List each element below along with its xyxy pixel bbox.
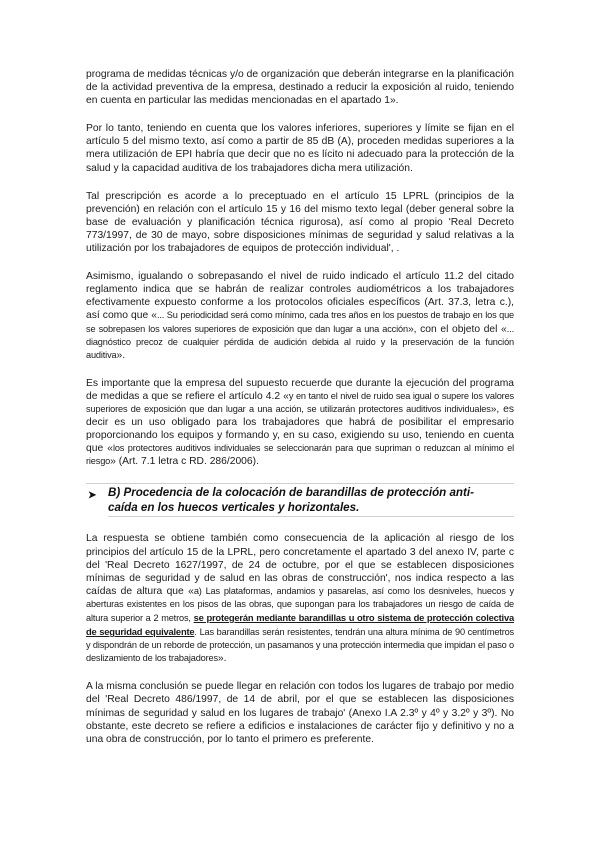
paragraph-4-text: Asimismo, igualando o sobrepasando el nivel de ruido indicado el artículo 11.2 del citado reglamento indica que se habrán de realizar controles audiométricos a los trabajadores efectivamente expuesto conforme a los protocolos oficiales específicos (Art. 37.3, letra c.), así como que «	[86, 271, 514, 322]
arrow-bullet-icon: ➤	[88, 490, 97, 502]
section-heading-line-2: caída en los huecos verticales y horizontales.	[108, 500, 514, 517]
paragraph-7-text: A la misma conclusión se puede llegar en relación con todos los lugares de trabajo por medio del 'Real Decreto 486/1997, de 14 de abril, por el que se establecen las disposiciones mínimas de seguridad y salud en los lugares de trabajo' (Anexo I.A 2.3º y 4º y 3.2º y 3º). No obstante, este decreto se refiere a edificios e instalaciones de carácter fijo y definitivo y no a una obra de construcción, por lo tanto el primero es preferente.	[86, 681, 514, 745]
section-heading-line-1: B) Procedencia de la colocación de barandillas de protección anti-	[108, 486, 474, 500]
paragraph-6-emphasis: se protegerán mediante barandillas u otro sistema de protección colectiva de seguridad equivalente	[86, 612, 514, 638]
paragraph-2	[86, 122, 514, 174]
paragraph-5-text: Es importante que la empresa del supuesto recuerde que durante la ejecución del programa de medidas a que se refiere el artículo 4.2 «	[86, 377, 514, 402]
paragraph-1	[86, 68, 514, 107]
paragraph-7	[86, 680, 514, 745]
paragraph-3	[86, 190, 514, 255]
document-page	[86, 68, 514, 761]
paragraph-4-quote-1: ... Su periodicidad será como mínimo, cada tres años en los puestos de trabajo en los que se sobrepasen los valores superiores de exposición que dan lugar a una acción	[86, 310, 514, 334]
paragraph-1-text: programa de medidas técnicas y/o de organización que deberán integrarse en la planificación de la actividad preventiva de la empresa, destinado a reducir la exposición al ruido, teniendo en cuenta en particular las medidas mencionadas en el apartado 1».	[86, 69, 514, 107]
paragraph-6-text-2: ».	[217, 653, 227, 665]
paragraph-4	[86, 270, 514, 362]
paragraph-5-quote-2: los protectores auditivos individuales se seleccionarán para que supriman o reduzcan al mínimo el riesgo	[86, 443, 514, 467]
paragraph-5-text-3: » (Art. 7.1 letra c RD. 286/2006).	[110, 456, 259, 468]
paragraph-6-quote-2: . Las barandillas serán resistentes, tendrán una altura mínima de 90 centímetros y dispondrán de un reborde de protección, un pasamanos y una protección intermedia que impidan el paso o deslizamiento de los trabajadores	[86, 627, 515, 664]
paragraph-6	[86, 532, 514, 665]
paragraph-5-text-2: », es decir es un uso obligado para los trabajadores que habrá de posibilitar el empresario proporcionando los equipos y formando y, en su caso, exigiendo su uso, teniendo en cuenta que «	[86, 403, 514, 455]
paragraph-4-quote-2: ... diagnóstico precoz de cualquier pérdida de audición debida al ruido y la preservación de la función auditiva	[86, 323, 515, 360]
paragraph-3-text: Tal prescripción es acorde a lo preceptuado en el artículo 15 LPRL (principios de la prevención) en relación con el artículo 15 y 16 del mismo texto legal (deber general sobre la base de evaluación y planificación técnica rigurosa), así como al propio 'Real Decreto 773/1997, de 30 de mayo, sobre disposiciones mínimas de seguridad y salud relativas a la utilización por los trabajadores de equipos de protección individual', .	[86, 190, 514, 255]
paragraph-2-text: Por lo tanto, teniendo en cuenta que los valores inferiores, superiores y límite se fijan en el artículo 5 del mismo texto, así como a partir de 85 dB (A), proceden medidas superiores a la mera utilización de EPI habría que decir que no es lícito ni adecuado para la protección de la salud y la capacidad auditiva de los trabajadores dicha mera utilización.	[86, 123, 514, 174]
paragraph-5	[86, 377, 514, 469]
paragraph-5-quote-1: y en tanto el nivel de ruido sea igual o supere los valores superiores de exposición que dan lugar a una acción, se utilizarán protectores auditivos individuales	[86, 390, 514, 414]
paragraph-4-text-2: », con el objeto del «	[407, 323, 507, 335]
paragraph-6-quote-1: a) Las plataformas, andamios y pasarelas, así como los desniveles, huecos y aberturas existentes en los pisos de las obras, que supongan para los trabajadores un riesgo de caída de altura superior a 2 metros,	[86, 585, 514, 623]
paragraph-4-text-3: ».	[116, 349, 126, 361]
section-heading	[86, 483, 514, 518]
paragraph-6-text: La respuesta se obtiene también como consecuencia de la aplicación al riesgo de los principios del artículo 15 de la LPRL, pero concretamente el apartado 3 del anexo IV, parte c del 'Real Decreto 1627/1997, de 24 de octubre, por el que se establecen disposiciones mínimas de seguridad y de salud en las obras de construcción', nos indica respecto a las caídas de altura que «	[86, 533, 514, 597]
